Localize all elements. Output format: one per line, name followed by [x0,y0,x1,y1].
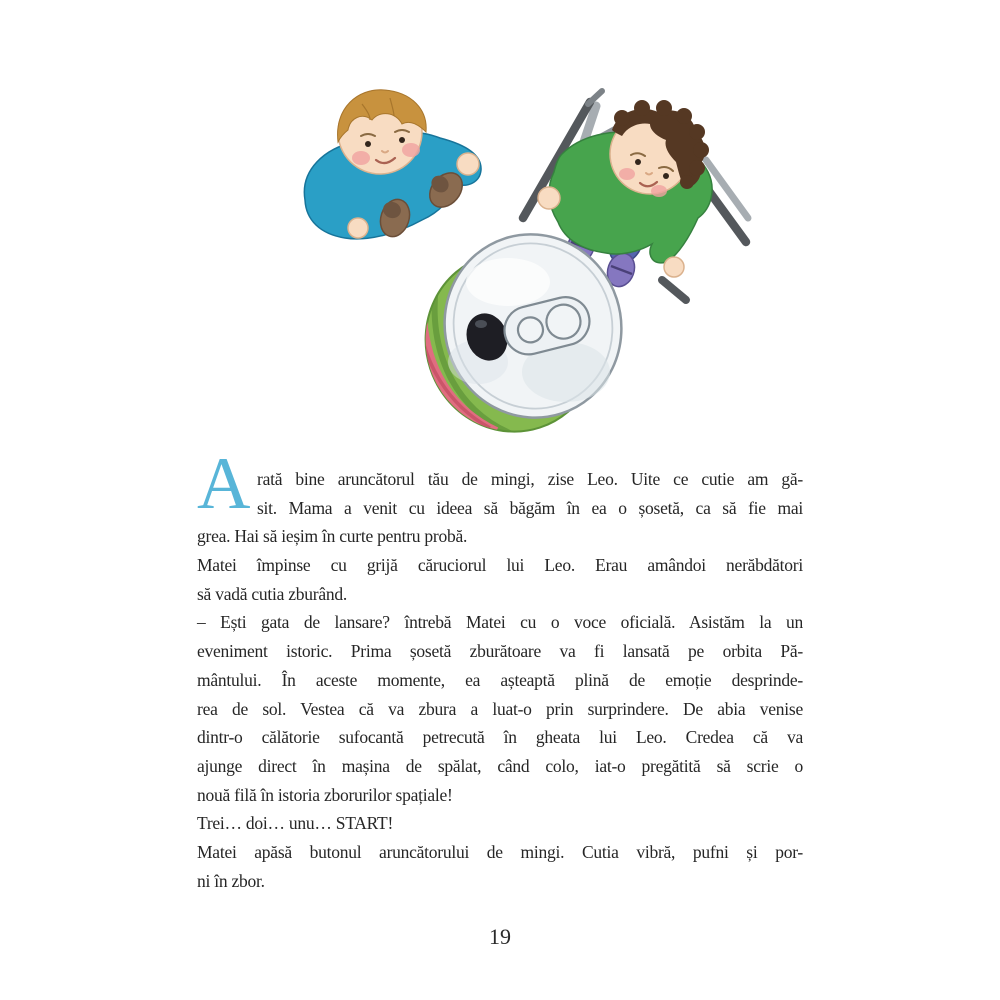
text-line: ni în zbor. [197,870,265,891]
can-hole-highlight [475,320,487,328]
text-line: mântului. În aceste momente, ea așteaptă plină de emoție desprinde- [197,669,803,690]
drop-cap: A [197,443,251,525]
story-illustration [250,60,770,440]
text-line: Matei apăsă butonul aruncătorului de mingi. Cutia vibră, pufni și por- [197,841,803,862]
wheelchair-boy-right-hand [664,257,684,277]
text-line: Trei… doi… unu… START! [197,813,394,834]
text-line: Matei împinse cu grijă căruciorul lui Leo. Erau amândoi nerăbdători [197,555,803,576]
text-line: ajunge direct în mașina de spălat, când colo, iat-o pregătită să scrie o [197,755,803,776]
wheelchair-boy-cheek-right [651,185,667,197]
wheelchair-footrest-bar [662,280,686,300]
text-line: – Ești gata de lansare? întrebă Matei cu o voce oficială. Asistăm la un [197,612,803,633]
page-number: 19 [489,924,511,949]
wheelchair-boy-cheek-left [619,168,635,180]
blond-boy-right-hand [457,153,479,175]
blond-boy-eye-left [365,141,371,147]
can-top-highlight [466,258,550,306]
text-line: nouă filă în istoria zborurilor spațiale! [197,784,453,805]
wheelchair-boy-eye-left [635,159,641,165]
text-line: grea. Hai să ieșim în curte pentru probă. [197,526,468,547]
text-line: rată bine aruncătorul tău de mingi, zise Leo. Uite ce cutie am gă- [257,469,803,489]
blond-boy-illustration [304,90,481,241]
text-line: să vadă cutia zburând. [197,583,347,604]
blond-boy-cheek-right [402,143,420,157]
text-line: sit. Mama a venit cu ideea să băgăm în ea o șosetă, ca să fie mai [257,497,803,518]
text-line: eveniment istoric. Prima șosetă zburătoare va fi lansată pe orbita Pă- [197,641,803,662]
wheelchair-boy-left-hand [538,187,560,209]
text-line: dintr-o călătorie sufocantă petrecută în gheata lui Leo. Credea că va [197,727,803,748]
story-text [197,465,803,895]
text-line: rea de sol. Vestea că va zbura a luat-o prin surprindere. De abia venise [197,698,803,719]
blond-boy-left-hand [348,218,368,238]
wheelchair-boy-eye-right [663,173,669,179]
blond-boy-eye-right [399,137,405,143]
blond-boy-cheek-left [352,151,370,165]
